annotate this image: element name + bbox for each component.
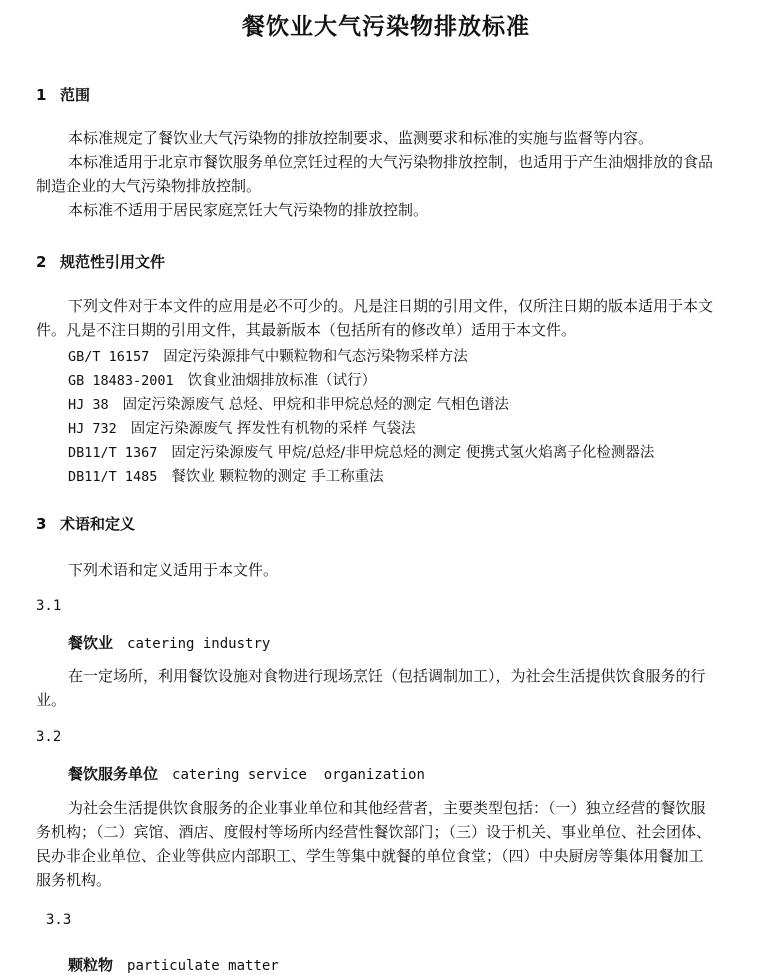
reference-item — [68, 393, 509, 414]
section-1-paragraph-2-line-1: 本标准适用于北京市餐饮服务单位烹饪过程的大气污染物排放控制，也适用于产生油烟排放的食品 — [68, 153, 714, 171]
term-definition-line-4: 服务机构。 — [36, 871, 112, 889]
reference-title: 固定污染源排气中颗粒物和气态污染物采样方法 — [163, 349, 468, 365]
section-2-title: 规范性引用文件 — [60, 253, 166, 271]
term-definition-line-1: 在一定场所，利用餐饮设施对食物进行现场烹饪（包括调制加工），为社会生活提供饮食服务的行 — [68, 667, 706, 685]
section-1-heading — [36, 84, 90, 105]
section-2-number: 2 — [36, 253, 47, 271]
term-heading — [68, 763, 425, 784]
term-english: particulate matter — [127, 958, 279, 974]
reference-code: HJ 38 — [68, 397, 109, 413]
term-heading — [68, 954, 279, 975]
clause-number: 3.3 — [46, 912, 72, 928]
reference-code: GB/T 16157 — [68, 349, 150, 365]
term-heading — [68, 632, 270, 653]
reference-code: DB11/T 1485 — [68, 469, 158, 485]
section-1-title: 范围 — [60, 86, 91, 104]
section-2-heading — [36, 251, 165, 272]
term-definition-line-2: 业。 — [36, 691, 67, 709]
reference-item — [68, 417, 416, 438]
term-definition-line-1: 为社会生活提供饮食服务的企业事业单位和其他经营者，主要类型包括：（一）独立经营的餐饮服 — [68, 799, 706, 817]
reference-title: 固定污染源废气 甲烷/总烃/非甲烷总烃的测定 便携式氢火焰离子化检测器法 — [171, 445, 655, 461]
section-1-paragraph-2-line-2: 制造企业的大气污染物排放控制。 — [36, 177, 262, 195]
document-title: 餐饮业大气污染物排放标准 — [242, 14, 530, 40]
section-3-heading — [36, 513, 135, 534]
term-chinese: 颗粒物 — [68, 956, 114, 974]
reference-title: 固定污染源废气 总烃、甲烷和非甲烷总烃的测定 气相色谱法 — [122, 397, 509, 413]
clause-number: 3.1 — [36, 598, 62, 614]
section-3-number: 3 — [36, 515, 47, 533]
reference-item — [68, 441, 654, 462]
reference-code: GB 18483-2001 — [68, 373, 174, 389]
reference-code: DB11/T 1367 — [68, 445, 158, 461]
section-2-intro-line-2: 件。凡是不注日期的引用文件，其最新版本（包括所有的修改单）适用于本文件。 — [36, 321, 577, 339]
term-english: catering industry — [127, 636, 271, 652]
reference-title: 饮食业油烟排放标准（试行） — [187, 373, 377, 389]
section-2-intro-line-1: 下列文件对于本文件的应用是必不可少的。凡是注日期的引用文件，仅所注日期的版本适用于本文 — [68, 297, 714, 315]
section-1-paragraph-3: 本标准不适用于居民家庭烹饪大气污染物的排放控制。 — [68, 201, 429, 219]
term-english: catering service organization — [172, 767, 425, 783]
reference-item — [68, 369, 376, 390]
section-3-title: 术语和定义 — [60, 515, 136, 533]
reference-code: HJ 732 — [68, 421, 117, 437]
reference-title: 餐饮业 颗粒物的测定 手工称重法 — [171, 469, 384, 485]
term-chinese: 餐饮业 — [68, 634, 114, 652]
clause-number: 3.2 — [36, 729, 62, 745]
reference-item — [68, 465, 384, 486]
reference-title: 固定污染源废气 挥发性有机物的采样 气袋法 — [130, 421, 416, 437]
section-1-paragraph-1: 本标准规定了餐饮业大气污染物的排放控制要求、监测要求和标准的实施与监督等内容。 — [68, 129, 654, 147]
reference-item — [68, 345, 468, 366]
term-definition-line-3: 民办非企业单位、企业等供应内部职工、学生等集中就餐的单位食堂；（四）中央厨房等集体用餐加工 — [36, 847, 704, 865]
term-chinese: 餐饮服务单位 — [68, 765, 159, 783]
term-definition-line-2: 务机构；（二）宾馆、酒店、度假村等场所内经营性餐饮部门；（三）设于机关、事业单位、社会团体、 — [36, 823, 712, 841]
section-1-number: 1 — [36, 86, 47, 104]
section-3-intro: 下列术语和定义适用于本文件。 — [68, 561, 279, 579]
